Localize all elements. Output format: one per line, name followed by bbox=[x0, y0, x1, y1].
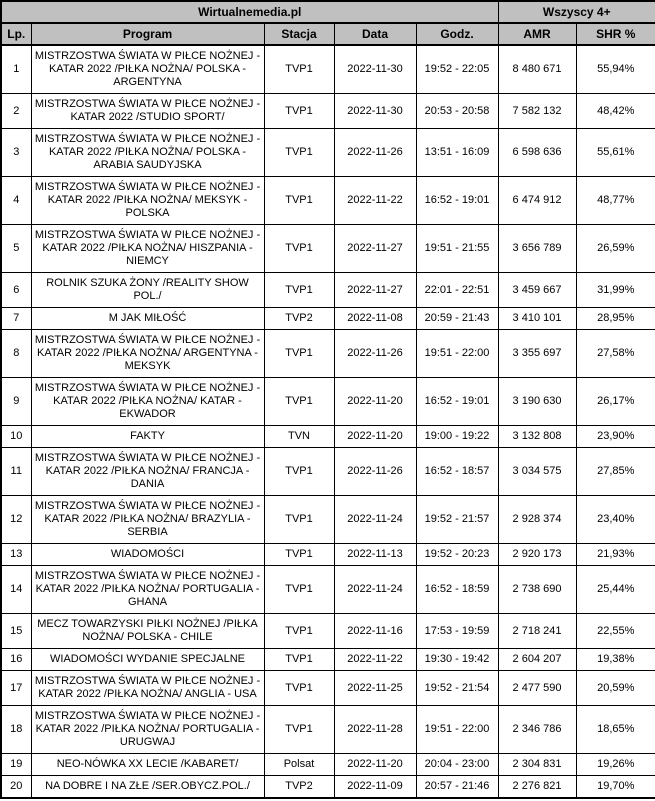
cell-time: 16:52 - 18:57 bbox=[416, 448, 498, 496]
cell-station: TVN bbox=[264, 426, 334, 448]
cell-amr: 2 604 207 bbox=[498, 649, 576, 671]
cell-amr: 6 474 912 bbox=[498, 177, 576, 225]
column-header-godz: Godz. bbox=[416, 23, 498, 45]
cell-date: 2022-11-20 bbox=[334, 426, 416, 448]
cell-time: 16:52 - 19:01 bbox=[416, 177, 498, 225]
cell-amr: 2 738 690 bbox=[498, 566, 576, 614]
cell-rank: 5 bbox=[1, 225, 31, 273]
cell-station: TVP1 bbox=[264, 378, 334, 426]
cell-shr: 23,90% bbox=[576, 426, 655, 448]
cell-date: 2022-11-20 bbox=[334, 378, 416, 426]
cell-station: TVP1 bbox=[264, 544, 334, 566]
cell-shr: 55,94% bbox=[576, 45, 655, 94]
cell-rank: 20 bbox=[1, 776, 31, 799]
cell-rank: 7 bbox=[1, 308, 31, 330]
cell-time: 19:52 - 21:54 bbox=[416, 671, 498, 706]
cell-program: WIADOMOŚCI bbox=[31, 544, 264, 566]
cell-rank: 15 bbox=[1, 614, 31, 649]
table-row bbox=[1, 94, 655, 129]
cell-program: MISTRZOSTWA ŚWIATA W PIŁCE NOŻNEJ - KATAR 2022 /PIŁKA NOŻNA/ POLSKA - ARGENTYNA bbox=[31, 45, 264, 94]
cell-rank: 8 bbox=[1, 330, 31, 378]
column-header-data: Data bbox=[334, 23, 416, 45]
cell-time: 19:52 - 21:57 bbox=[416, 496, 498, 544]
cell-date: 2022-11-28 bbox=[334, 706, 416, 754]
cell-rank: 1 bbox=[1, 45, 31, 94]
cell-program: MISTRZOSTWA ŚWIATA W PIŁCE NOŻNEJ - KATAR 2022 /PIŁKA NOŻNA/ ARGENTYNA - MEKSYK bbox=[31, 330, 264, 378]
cell-date: 2022-11-30 bbox=[334, 94, 416, 129]
cell-date: 2022-11-24 bbox=[334, 566, 416, 614]
cell-amr: 6 598 636 bbox=[498, 129, 576, 177]
cell-shr: 18,65% bbox=[576, 706, 655, 754]
column-header-lp: Lp. bbox=[1, 23, 31, 45]
cell-shr: 19,38% bbox=[576, 649, 655, 671]
cell-amr: 3 132 808 bbox=[498, 426, 576, 448]
cell-rank: 2 bbox=[1, 94, 31, 129]
cell-program: NEO-NÓWKA XX LECIE /KABARET/ bbox=[31, 754, 264, 776]
cell-station: TVP1 bbox=[264, 273, 334, 308]
cell-amr: 3 656 789 bbox=[498, 225, 576, 273]
table-body bbox=[1, 45, 655, 798]
cell-station: TVP2 bbox=[264, 776, 334, 799]
cell-time: 17:53 - 19:59 bbox=[416, 614, 498, 649]
cell-station: TVP1 bbox=[264, 45, 334, 94]
cell-date: 2022-11-13 bbox=[334, 544, 416, 566]
cell-program: WIADOMOŚCI WYDANIE SPECJALNE bbox=[31, 649, 264, 671]
cell-amr: 8 480 671 bbox=[498, 45, 576, 94]
cell-program: MISTRZOSTWA ŚWIATA W PIŁCE NOŻNEJ - KATAR 2022 /PIŁKA NOŻNA/ ANGLIA - USA bbox=[31, 671, 264, 706]
cell-station: TVP1 bbox=[264, 706, 334, 754]
cell-amr: 3 459 667 bbox=[498, 273, 576, 308]
cell-amr: 2 346 786 bbox=[498, 706, 576, 754]
table-row bbox=[1, 566, 655, 614]
cell-shr: 31,99% bbox=[576, 273, 655, 308]
cell-time: 22:01 - 22:51 bbox=[416, 273, 498, 308]
table-row bbox=[1, 177, 655, 225]
table-row bbox=[1, 614, 655, 649]
table-row bbox=[1, 129, 655, 177]
title-row bbox=[1, 1, 655, 23]
cell-time: 20:53 - 20:58 bbox=[416, 94, 498, 129]
cell-date: 2022-11-16 bbox=[334, 614, 416, 649]
cell-shr: 48,77% bbox=[576, 177, 655, 225]
cell-rank: 11 bbox=[1, 448, 31, 496]
cell-amr: 2 928 374 bbox=[498, 496, 576, 544]
cell-program: MISTRZOSTWA ŚWIATA W PIŁCE NOŻNEJ - KATAR 2022 /PIŁKA NOŻNA/ HISZPANIA - NIEMCY bbox=[31, 225, 264, 273]
column-header-amr: AMR bbox=[498, 23, 576, 45]
table-row bbox=[1, 776, 655, 799]
cell-program: MISTRZOSTWA ŚWIATA W PIŁCE NOŻNEJ - KATAR 2022 /PIŁKA NOŻNA/ PORTUGALIA - GHANA bbox=[31, 566, 264, 614]
cell-time: 16:52 - 19:01 bbox=[416, 378, 498, 426]
cell-amr: 3 034 575 bbox=[498, 448, 576, 496]
table-row bbox=[1, 378, 655, 426]
cell-date: 2022-11-30 bbox=[334, 45, 416, 94]
cell-shr: 21,93% bbox=[576, 544, 655, 566]
cell-shr: 25,44% bbox=[576, 566, 655, 614]
cell-date: 2022-11-22 bbox=[334, 649, 416, 671]
cell-program: MISTRZOSTWA ŚWIATA W PIŁCE NOŻNEJ - KATAR 2022 /STUDIO SPORT/ bbox=[31, 94, 264, 129]
table-row bbox=[1, 448, 655, 496]
column-header-shr: SHR % bbox=[576, 23, 655, 45]
cell-date: 2022-11-08 bbox=[334, 308, 416, 330]
cell-time: 20:57 - 21:46 bbox=[416, 776, 498, 799]
table-header bbox=[1, 1, 655, 45]
cell-date: 2022-11-24 bbox=[334, 496, 416, 544]
cell-date: 2022-11-22 bbox=[334, 177, 416, 225]
cell-program: MISTRZOSTWA ŚWIATA W PIŁCE NOŻNEJ - KATAR 2022 /PIŁKA NOŻNA/ BRAZYLIA - SERBIA bbox=[31, 496, 264, 544]
cell-station: TVP1 bbox=[264, 649, 334, 671]
table-row bbox=[1, 225, 655, 273]
cell-program: MISTRZOSTWA ŚWIATA W PIŁCE NOŻNEJ - KATAR 2022 /PIŁKA NOŻNA/ MEKSYK - POLSKA bbox=[31, 177, 264, 225]
cell-program: MISTRZOSTWA ŚWIATA W PIŁCE NOŻNEJ - KATAR 2022 /PIŁKA NOŻNA/ PORTUGALIA - URUGWAJ bbox=[31, 706, 264, 754]
cell-date: 2022-11-26 bbox=[334, 448, 416, 496]
cell-program: MISTRZOSTWA ŚWIATA W PIŁCE NOŻNEJ - KATAR 2022 /PIŁKA NOŻNA/ POLSKA - ARABIA SAUDYJSKA bbox=[31, 129, 264, 177]
cell-program: MISTRZOSTWA ŚWIATA W PIŁCE NOŻNEJ - KATAR 2022 /PIŁKA NOŻNA/ FRANCJA - DANIA bbox=[31, 448, 264, 496]
cell-time: 16:52 - 18:59 bbox=[416, 566, 498, 614]
cell-time: 19:51 - 22:00 bbox=[416, 706, 498, 754]
cell-station: TVP1 bbox=[264, 614, 334, 649]
cell-station: TVP1 bbox=[264, 94, 334, 129]
cell-station: TVP1 bbox=[264, 496, 334, 544]
cell-rank: 3 bbox=[1, 129, 31, 177]
cell-program: M JAK MIŁOŚĆ bbox=[31, 308, 264, 330]
cell-rank: 6 bbox=[1, 273, 31, 308]
cell-station: TVP1 bbox=[264, 448, 334, 496]
cell-rank: 18 bbox=[1, 706, 31, 754]
cell-shr: 22,55% bbox=[576, 614, 655, 649]
cell-shr: 26,17% bbox=[576, 378, 655, 426]
cell-time: 20:04 - 23:00 bbox=[416, 754, 498, 776]
cell-shr: 27,85% bbox=[576, 448, 655, 496]
cell-rank: 4 bbox=[1, 177, 31, 225]
cell-shr: 19,70% bbox=[576, 776, 655, 799]
cell-shr: 28,95% bbox=[576, 308, 655, 330]
cell-rank: 10 bbox=[1, 426, 31, 448]
cell-program: NA DOBRE I NA ZŁE /SER.OBYCZ.POL./ bbox=[31, 776, 264, 799]
cell-station: TVP1 bbox=[264, 566, 334, 614]
table-row bbox=[1, 45, 655, 94]
cell-shr: 26,59% bbox=[576, 225, 655, 273]
table-row bbox=[1, 671, 655, 706]
cell-date: 2022-11-27 bbox=[334, 273, 416, 308]
cell-program: FAKTY bbox=[31, 426, 264, 448]
cell-station: TVP1 bbox=[264, 225, 334, 273]
cell-station: Polsat bbox=[264, 754, 334, 776]
table-row bbox=[1, 706, 655, 754]
cell-time: 19:51 - 22:00 bbox=[416, 330, 498, 378]
cell-time: 13:51 - 16:09 bbox=[416, 129, 498, 177]
cell-station: TVP2 bbox=[264, 308, 334, 330]
cell-station: TVP1 bbox=[264, 330, 334, 378]
table-row bbox=[1, 496, 655, 544]
cell-time: 19:52 - 20:23 bbox=[416, 544, 498, 566]
table-row bbox=[1, 544, 655, 566]
cell-time: 19:52 - 22:05 bbox=[416, 45, 498, 94]
cell-time: 19:30 - 19:42 bbox=[416, 649, 498, 671]
cell-shr: 55,61% bbox=[576, 129, 655, 177]
column-header-program: Program bbox=[31, 23, 264, 45]
columns-row bbox=[1, 23, 655, 45]
audience-group-header: Wszyscy 4+ bbox=[498, 1, 655, 23]
cell-amr: 3 190 630 bbox=[498, 378, 576, 426]
cell-program: ROLNIK SZUKA ŻONY /REALITY SHOW POL./ bbox=[31, 273, 264, 308]
cell-time: 20:59 - 21:43 bbox=[416, 308, 498, 330]
cell-date: 2022-11-26 bbox=[334, 129, 416, 177]
cell-amr: 2 477 590 bbox=[498, 671, 576, 706]
cell-station: TVP1 bbox=[264, 129, 334, 177]
cell-amr: 2 304 831 bbox=[498, 754, 576, 776]
cell-program: MISTRZOSTWA ŚWIATA W PIŁCE NOŻNEJ - KATAR 2022 /PIŁKA NOŻNA/ KATAR - EKWADOR bbox=[31, 378, 264, 426]
cell-date: 2022-11-27 bbox=[334, 225, 416, 273]
table-row bbox=[1, 273, 655, 308]
cell-rank: 17 bbox=[1, 671, 31, 706]
cell-rank: 13 bbox=[1, 544, 31, 566]
table-row bbox=[1, 308, 655, 330]
table-row bbox=[1, 649, 655, 671]
cell-rank: 9 bbox=[1, 378, 31, 426]
table-row bbox=[1, 330, 655, 378]
cell-shr: 27,58% bbox=[576, 330, 655, 378]
cell-rank: 12 bbox=[1, 496, 31, 544]
cell-station: TVP1 bbox=[264, 177, 334, 225]
cell-rank: 14 bbox=[1, 566, 31, 614]
cell-amr: 3 410 101 bbox=[498, 308, 576, 330]
cell-shr: 19,26% bbox=[576, 754, 655, 776]
table-row bbox=[1, 426, 655, 448]
table-row bbox=[1, 754, 655, 776]
cell-station: TVP1 bbox=[264, 671, 334, 706]
cell-date: 2022-11-20 bbox=[334, 754, 416, 776]
cell-amr: 2 718 241 bbox=[498, 614, 576, 649]
cell-shr: 23,40% bbox=[576, 496, 655, 544]
cell-time: 19:00 - 19:22 bbox=[416, 426, 498, 448]
cell-amr: 2 276 821 bbox=[498, 776, 576, 799]
cell-rank: 16 bbox=[1, 649, 31, 671]
cell-program: MECZ TOWARZYSKI PIŁKI NOŻNEJ /PIŁKA NOŻNA/ POLSKA - CHILE bbox=[31, 614, 264, 649]
cell-rank: 19 bbox=[1, 754, 31, 776]
cell-shr: 48,42% bbox=[576, 94, 655, 129]
cell-date: 2022-11-26 bbox=[334, 330, 416, 378]
cell-amr: 7 582 132 bbox=[498, 94, 576, 129]
cell-amr: 2 920 173 bbox=[498, 544, 576, 566]
cell-date: 2022-11-09 bbox=[334, 776, 416, 799]
cell-shr: 20,59% bbox=[576, 671, 655, 706]
cell-amr: 3 355 697 bbox=[498, 330, 576, 378]
column-header-stacja: Stacja bbox=[264, 23, 334, 45]
cell-time: 19:51 - 21:55 bbox=[416, 225, 498, 273]
table-title: Wirtualnemedia.pl bbox=[1, 1, 498, 23]
cell-date: 2022-11-25 bbox=[334, 671, 416, 706]
